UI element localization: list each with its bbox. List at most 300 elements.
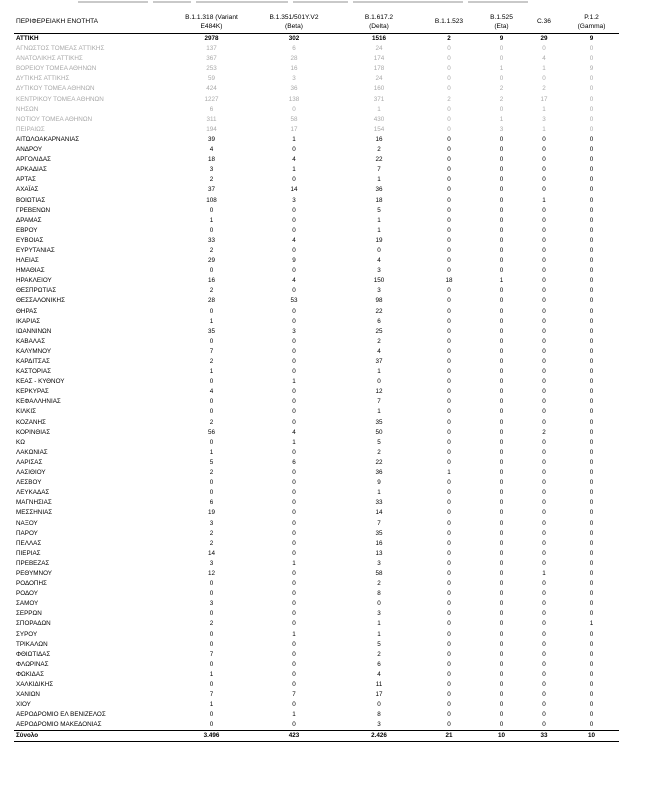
count-cell: 0 [542,408,546,416]
table-row [14,569,619,579]
count-cell: 1 [292,378,296,386]
count-cell: 0 [447,620,451,628]
count-cell: 14 [207,549,215,557]
region-name-cell: ΗΛΕΙΑΣ [16,257,39,265]
table-row [14,670,619,680]
header-text: B.1.525 [490,14,513,21]
count-cell: 0 [447,701,451,709]
table-row [14,216,619,226]
header-text: (Gamma) [577,22,606,30]
count-cell: 0 [292,418,296,426]
region-name-cell: ΚΑΛΥΜΝΟΥ [16,347,52,355]
count-cell: 9 [589,35,594,42]
count-cell: 0 [292,549,296,557]
table-row [14,549,619,559]
count-cell: 29 [207,257,215,265]
count-cell: 0 [292,408,296,416]
count-cell: 0 [542,590,546,598]
count-cell: 0 [499,590,504,598]
region-name-cell: ΤΡΙΚΑΛΩΝ [16,640,48,648]
count-cell: 0 [589,176,594,184]
count-cell: 0 [589,337,594,345]
count-cell: 0 [447,489,451,497]
count-cell: 3 [377,287,381,295]
count-cell: 0 [542,236,546,244]
count-cell: 1 [292,559,296,567]
count-cell: 0 [499,569,504,577]
count-cell: 0 [447,691,451,699]
sub-region-row [14,115,619,125]
count-cell: 12 [375,388,383,396]
region-name-cell: ΠΙΕΡΙΑΣ [16,549,41,557]
count-cell: 0 [589,287,594,295]
count-cell: 0 [447,721,451,729]
table-row [14,236,619,246]
count-cell: 5 [209,458,214,466]
count-cell: 0 [292,216,296,224]
count-cell: 0 [589,418,594,426]
variants-by-region-table [14,11,619,742]
count-cell: 0 [589,297,594,305]
count-cell: 19 [375,236,383,244]
count-cell: 0 [542,257,546,265]
region-name-cell: ΣΑΜΟΥ [16,600,39,608]
count-cell: 2 [209,358,214,365]
count-cell: 0 [589,650,594,658]
count-cell: 0 [499,297,504,305]
count-cell: 58 [375,569,383,577]
count-cell: 3 [209,559,214,567]
count-cell: 1 [377,226,381,234]
count-cell: 8 [377,590,381,598]
count-cell: 18 [445,277,453,285]
table-row [14,185,619,195]
count-cell: 9 [292,257,296,265]
table-row [14,407,619,417]
count-cell: 0 [542,176,546,184]
count-cell: 0 [499,469,504,477]
count-cell: 0 [589,55,594,63]
count-cell: 0 [499,368,504,376]
count-cell: 0 [292,660,296,668]
region-name-cell: ΑΡΓΟΛΙΔΑΣ [16,156,51,164]
count-cell: 0 [499,529,504,537]
count-cell: 0 [292,317,296,325]
count-cell: 2 [447,35,451,42]
count-cell: 3 [377,267,381,275]
count-cell: 10 [564,731,619,742]
count-cell: 0 [542,277,546,285]
count-cell: 1 [499,65,504,73]
count-cell: 0 [542,317,546,325]
count-cell: 0 [447,438,451,446]
count-cell: 36 [290,85,298,93]
count-cell: 137 [206,45,217,53]
count-cell: 0 [447,398,451,406]
region-name-cell: ΚΑΣΤΟΡΙΑΣ [16,368,51,376]
count-cell: 0 [209,307,214,315]
count-cell: 4 [542,55,546,63]
count-cell: 0 [292,610,296,618]
count-cell: 1227 [204,95,219,103]
count-cell: 0 [447,681,451,688]
table-row [14,660,619,670]
count-cell: 0 [499,196,504,204]
count-cell: 0 [447,156,451,164]
count-cell: 0 [589,448,594,456]
count-cell: 0 [292,206,296,214]
count-cell: 0 [589,85,594,93]
count-cell: 0 [589,267,594,275]
count-cell: 37 [207,186,215,194]
count-cell: 0 [447,650,451,658]
region-name-cell: ΔΥΤΙΚΟΥ ΤΟΜΕΑ ΑΘΗΝΩΝ [16,85,95,93]
count-cell: 0 [447,347,451,355]
header-text: B.1.1.318 (Variant [185,14,238,21]
count-cell: 0 [542,398,546,406]
table-row [14,589,619,599]
count-cell: 0 [542,691,546,699]
count-cell: 0 [292,499,296,507]
count-cell: 108 [206,196,217,204]
count-cell: 6 [209,499,214,507]
count-cell: 0 [292,146,296,154]
count-cell: 0 [447,45,451,53]
table-row [14,599,619,609]
count-cell: 6 [292,458,296,466]
count-cell: 6 [292,45,296,53]
count-cell: 50 [375,428,383,436]
count-cell: 0 [499,358,504,365]
count-cell: 4 [209,146,214,154]
table-row [14,347,619,357]
count-cell: 0 [542,216,546,224]
count-cell: 5 [377,640,381,648]
count-cell: 0 [447,115,451,123]
count-cell: 0 [447,499,451,507]
count-cell: 0 [292,721,296,729]
count-cell: 1 [292,438,296,446]
count-cell: 2 [209,529,214,537]
region-name-cell: ΣΠΟΡΑΔΩΝ [16,620,51,628]
table-row [14,418,619,428]
count-cell: 0 [447,105,451,113]
count-cell: 0 [447,378,451,386]
count-cell: 1516 [371,35,386,42]
count-cell: 0 [447,297,451,305]
count-cell: 0 [447,146,451,154]
count-cell: 0 [292,640,296,648]
count-cell: 4 [209,388,214,396]
count-cell: 0 [589,196,594,204]
count-cell: 1 [209,448,214,456]
count-cell: 1 [377,620,381,628]
count-cell: 0 [499,610,504,618]
count-cell: 0 [499,337,504,345]
region-name-cell: ΙΚΑΡΙΑΣ [16,317,41,325]
count-cell: 0 [447,65,451,73]
count-cell: 33 [524,731,564,742]
count-cell: 0 [499,287,504,295]
count-cell: 10 [479,731,524,742]
count-cell: 0 [589,368,594,376]
count-cell: 28 [290,55,298,63]
count-cell: 0 [499,630,504,638]
count-cell: 0 [447,236,451,244]
region-name-cell: ΚΕΡΚΥΡΑΣ [16,388,49,396]
region-name-cell: ΑΝΔΡΟΥ [16,146,43,154]
count-cell: 7 [209,347,214,355]
count-cell: 1 [209,670,214,678]
count-cell: 0 [499,580,504,588]
count-cell: 37 [375,358,383,365]
count-cell: 59 [207,75,215,83]
count-cell: 0 [292,681,296,688]
header-row [14,11,619,34]
table-row [14,307,619,317]
count-cell: 0 [292,670,296,678]
region-name-cell: ΘΕΣΣΑΛΟΝΙΚΗΣ [16,297,65,305]
count-cell: 35 [375,418,383,426]
count-cell: 22 [375,458,383,466]
count-cell: 2978 [204,35,219,42]
count-cell: 0 [209,590,214,598]
count-cell: 0 [542,479,546,487]
count-cell: 0 [447,186,451,194]
count-cell: 17 [540,95,548,103]
count-cell: 0 [209,610,214,618]
count-cell: 0 [542,307,546,315]
count-cell: 0 [589,428,594,436]
count-cell: 0 [292,337,296,345]
count-cell: 0 [589,408,594,416]
count-cell: 3 [542,115,546,123]
count-cell: 0 [447,630,451,638]
count-cell: 0 [499,509,504,517]
table-row [14,256,619,266]
count-cell: 138 [288,95,300,103]
count-cell: 3 [377,721,381,729]
count-cell: 0 [542,549,546,557]
count-cell: 7 [209,650,214,658]
table-row [14,357,619,367]
count-cell: 0 [292,569,296,577]
count-cell: 0 [499,55,504,63]
count-cell: 0 [377,701,381,709]
count-cell: 0 [447,135,451,143]
table-row [14,438,619,448]
count-cell: 0 [499,166,504,174]
table-row [14,34,619,45]
count-cell: 0 [542,519,546,527]
count-cell: 1 [499,277,504,285]
count-cell: 0 [542,499,546,507]
count-cell: 0 [447,267,451,275]
table-row [14,478,619,488]
count-cell: 35 [207,327,215,335]
count-cell: 0 [589,479,594,487]
count-cell: 0 [447,580,451,588]
table-row [14,367,619,377]
count-cell: 18 [207,156,215,164]
count-cell: 0 [447,519,451,527]
count-cell: 0 [377,600,381,608]
table-row [14,135,619,145]
sub-region-row [14,54,619,64]
count-cell: 0 [292,489,296,497]
table-row [14,690,619,700]
count-cell: 0 [292,267,296,275]
region-name-cell: ΧΑΛΚΙΔΙΚΗΣ [16,681,54,688]
count-cell: 3 [377,559,381,567]
column-header-region [14,11,174,34]
count-cell: 0 [499,176,504,184]
count-cell: 0 [542,701,546,709]
count-cell: 0 [499,428,504,436]
count-cell: 367 [206,55,217,63]
region-name-cell: ΠΕΙΡΑΙΩΣ [16,125,45,133]
count-cell: 0 [377,246,381,254]
count-cell: 0 [209,226,214,234]
count-cell: 0 [589,549,594,557]
count-cell: 0 [292,580,296,588]
count-cell: 0 [292,226,296,234]
count-cell: 424 [206,85,217,93]
count-cell: 0 [447,559,451,567]
count-cell: 0 [499,347,504,355]
count-cell: 0 [499,721,504,729]
count-cell: 0 [589,327,594,335]
count-cell: 1 [377,630,381,638]
count-cell: 1 [542,569,546,577]
region-name-cell: ΛΑΚΩΝΙΑΣ [16,448,48,456]
count-cell: 1 [292,630,296,638]
count-cell: 160 [373,85,385,93]
region-name-cell: ΚΕΦΑΛΛΗΝΙΑΣ [16,398,61,406]
count-cell: 0 [447,327,451,335]
count-cell: 0 [542,640,546,648]
count-cell: 0 [542,226,546,234]
count-cell: 0 [542,337,546,345]
count-cell: 25 [375,327,383,335]
count-cell: 0 [447,55,451,63]
count-cell: 0 [447,660,451,668]
count-cell: 33 [207,236,215,244]
table-row [14,468,619,478]
region-name-cell: ΣΥΡΟΥ [16,630,38,638]
count-cell: 0 [292,358,296,365]
count-cell: 2 [209,539,214,547]
count-cell: 0 [589,45,594,53]
count-cell: 0 [589,378,594,386]
count-cell: 0 [542,529,546,537]
count-cell: 0 [589,509,594,517]
count-cell: 2 [209,246,214,254]
count-cell: 6 [377,317,381,325]
count-cell: 0 [589,640,594,648]
count-cell: 0 [589,559,594,567]
count-cell: 0 [542,580,546,588]
count-cell: 1 [542,196,546,204]
count-cell: 0 [499,257,504,265]
region-name-cell: Σύνολο [14,731,174,742]
count-cell: 0 [589,529,594,537]
count-cell: 1 [589,620,594,628]
count-cell: 0 [499,246,504,254]
count-cell: 0 [499,448,504,456]
region-name-cell: ΦΩΚΙΔΑΣ [16,670,44,678]
count-cell: 6 [209,105,214,113]
count-cell: 0 [542,327,546,335]
count-cell: 53 [290,297,298,305]
region-name-cell: ΑΡΚΑΔΙΑΣ [16,166,47,174]
count-cell: 9 [377,479,381,487]
count-cell: 4 [377,347,381,355]
count-cell: 11 [375,681,383,688]
count-cell: 0 [542,681,546,688]
count-cell: 1 [292,135,296,143]
count-cell: 0 [447,711,451,719]
count-cell: 0 [499,236,504,244]
count-cell: 3 [292,196,296,204]
count-cell: 0 [292,469,296,477]
count-cell: 3 [209,519,214,527]
count-cell: 58 [290,115,298,123]
table-row [14,246,619,256]
count-cell: 0 [447,590,451,598]
count-cell: 0 [589,670,594,678]
region-name-cell: ΑΝΑΤΟΛΙΚΗΣ ΑΤΤΙΚΗΣ [16,55,83,63]
table-row [14,266,619,276]
count-cell: 0 [542,630,546,638]
count-cell: 0 [499,186,504,194]
count-cell: 3 [292,327,296,335]
count-cell: 0 [209,378,214,386]
count-cell: 1 [377,105,381,113]
count-cell: 17 [375,691,383,699]
column-header-variant [249,11,339,34]
count-cell: 0 [589,236,594,244]
table-row [14,498,619,508]
count-cell: 16 [375,539,383,547]
count-cell: 0 [589,216,594,224]
header-text: P.1.2 [584,14,599,21]
count-cell: 0 [542,670,546,678]
count-cell: 0 [589,317,594,325]
count-cell: 2 [542,85,546,93]
count-cell: 0 [292,519,296,527]
region-name-cell: ΡΕΘΥΜΝΟΥ [16,569,52,577]
count-cell: 2 [377,337,381,345]
region-name-cell: ΜΑΓΝΗΣΙΑΣ [16,499,52,507]
count-cell: 0 [499,307,504,315]
count-cell: 0 [209,337,214,345]
count-cell: 0 [542,458,546,466]
count-cell: 0 [589,499,594,507]
count-cell: 0 [542,600,546,608]
region-name-cell: ΣΕΡΡΩΝ [16,610,42,618]
count-cell: 0 [209,711,214,719]
count-cell: 0 [499,519,504,527]
count-cell: 311 [206,115,217,123]
count-cell: 0 [447,125,451,133]
region-name-cell: ΒΟΙΩΤΙΑΣ [16,196,46,204]
count-cell: 0 [589,95,594,103]
count-cell: 0 [447,226,451,234]
region-name-cell: ΠΡΕΒΕΖΑΣ [16,559,50,567]
region-name-cell: ΚΟΡΙΝΘΙΑΣ [16,428,51,436]
count-cell: 2 [209,469,214,477]
